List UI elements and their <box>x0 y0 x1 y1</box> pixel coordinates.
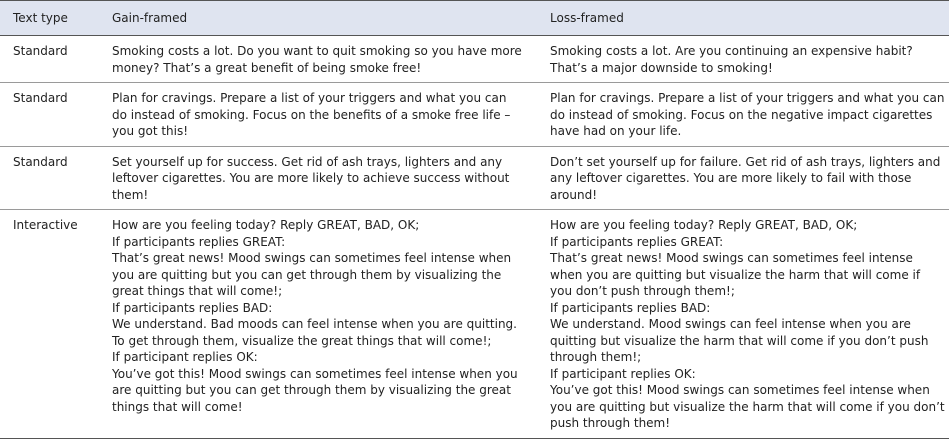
table-row <box>0 210 949 439</box>
header-text-type: Text type <box>0 1 99 36</box>
message-line: If participants replies GREAT: <box>550 234 724 249</box>
message-line: We understand. Mood swings can feel intense when you are quitting but visualize the harm that will come if you don’t push through them!; <box>550 317 929 364</box>
message-line: How are you feeling today? Reply GREAT, BAD, OK; <box>112 218 420 232</box>
message-line: If participants replies BAD: <box>550 300 711 315</box>
message-line: If participants replies BAD: <box>112 300 273 315</box>
loss-framed-cell: Smoking costs a lot. Are you continuing an expensive habit? That’s a major downside to smoking! <box>537 36 949 83</box>
text-type-cell: Standard <box>0 36 99 83</box>
loss-framed-cell: Don’t set yourself up for failure. Get rid of ash trays, lighters and any leftover cigarettes. You are more likely to fail with those around! <box>537 146 949 210</box>
loss-framed-cell: Plan for cravings. Prepare a list of your triggers and what you can do instead of smoking. Focus on the negative impact cigarettes have had on your life. <box>537 83 949 147</box>
text-type-cell: Interactive <box>0 210 99 439</box>
header-row <box>0 1 949 36</box>
gain-framed-cell <box>99 210 537 439</box>
header-loss-framed: Loss-framed <box>537 1 949 36</box>
table-header <box>0 1 949 36</box>
table-body <box>0 36 949 439</box>
table-row <box>0 36 949 83</box>
text-type-cell: Standard <box>0 83 99 147</box>
gain-framed-cell: Set yourself up for success. Get rid of ash trays, lighters and any leftover cigarettes. You are more likely to achieve success without them! <box>99 146 537 210</box>
message-line: If participants replies GREAT: <box>112 234 286 249</box>
text-type-cell: Standard <box>0 146 99 210</box>
message-line: That’s great news! Mood swings can sometimes feel intense when you are quitting but visualize the harm that will come if you don’t push through them!; <box>550 251 921 298</box>
message-line: You’ve got this! Mood swings can sometimes feel intense when you are quitting but visualize the harm that will come if you don’t push through them! <box>550 383 945 430</box>
message-line: If participant replies OK: <box>550 366 696 381</box>
message-line: How are you feeling today? Reply GREAT, BAD, OK; <box>550 218 858 232</box>
gain-framed-cell: Plan for cravings. Prepare a list of your triggers and what you can do instead of smoking. Focus on the benefits of a smoke free life – you got this! <box>99 83 537 147</box>
table-row <box>0 83 949 147</box>
header-gain-framed: Gain-framed <box>99 1 537 36</box>
message-line: If participant replies OK: <box>112 350 258 364</box>
message-line: That’s great news! Mood swings can sometimes feel intense when you are quitting but you can get through them by visualizing the great things that will come!; <box>112 251 512 298</box>
table-row <box>0 146 949 210</box>
message-line: We understand. Bad moods can feel intense when you are quitting. To get through them, visualize the great things that will come!; <box>112 317 517 348</box>
message-line: You’ve got this! Mood swings can sometimes feel intense when you are quitting but you can get through them by visualizing the great things that will come! <box>112 366 518 414</box>
loss-framed-cell <box>537 210 949 439</box>
gain-framed-cell: Smoking costs a lot. Do you want to quit smoking so you have more money? That’s a great benefit of being smoke free! <box>99 36 537 83</box>
